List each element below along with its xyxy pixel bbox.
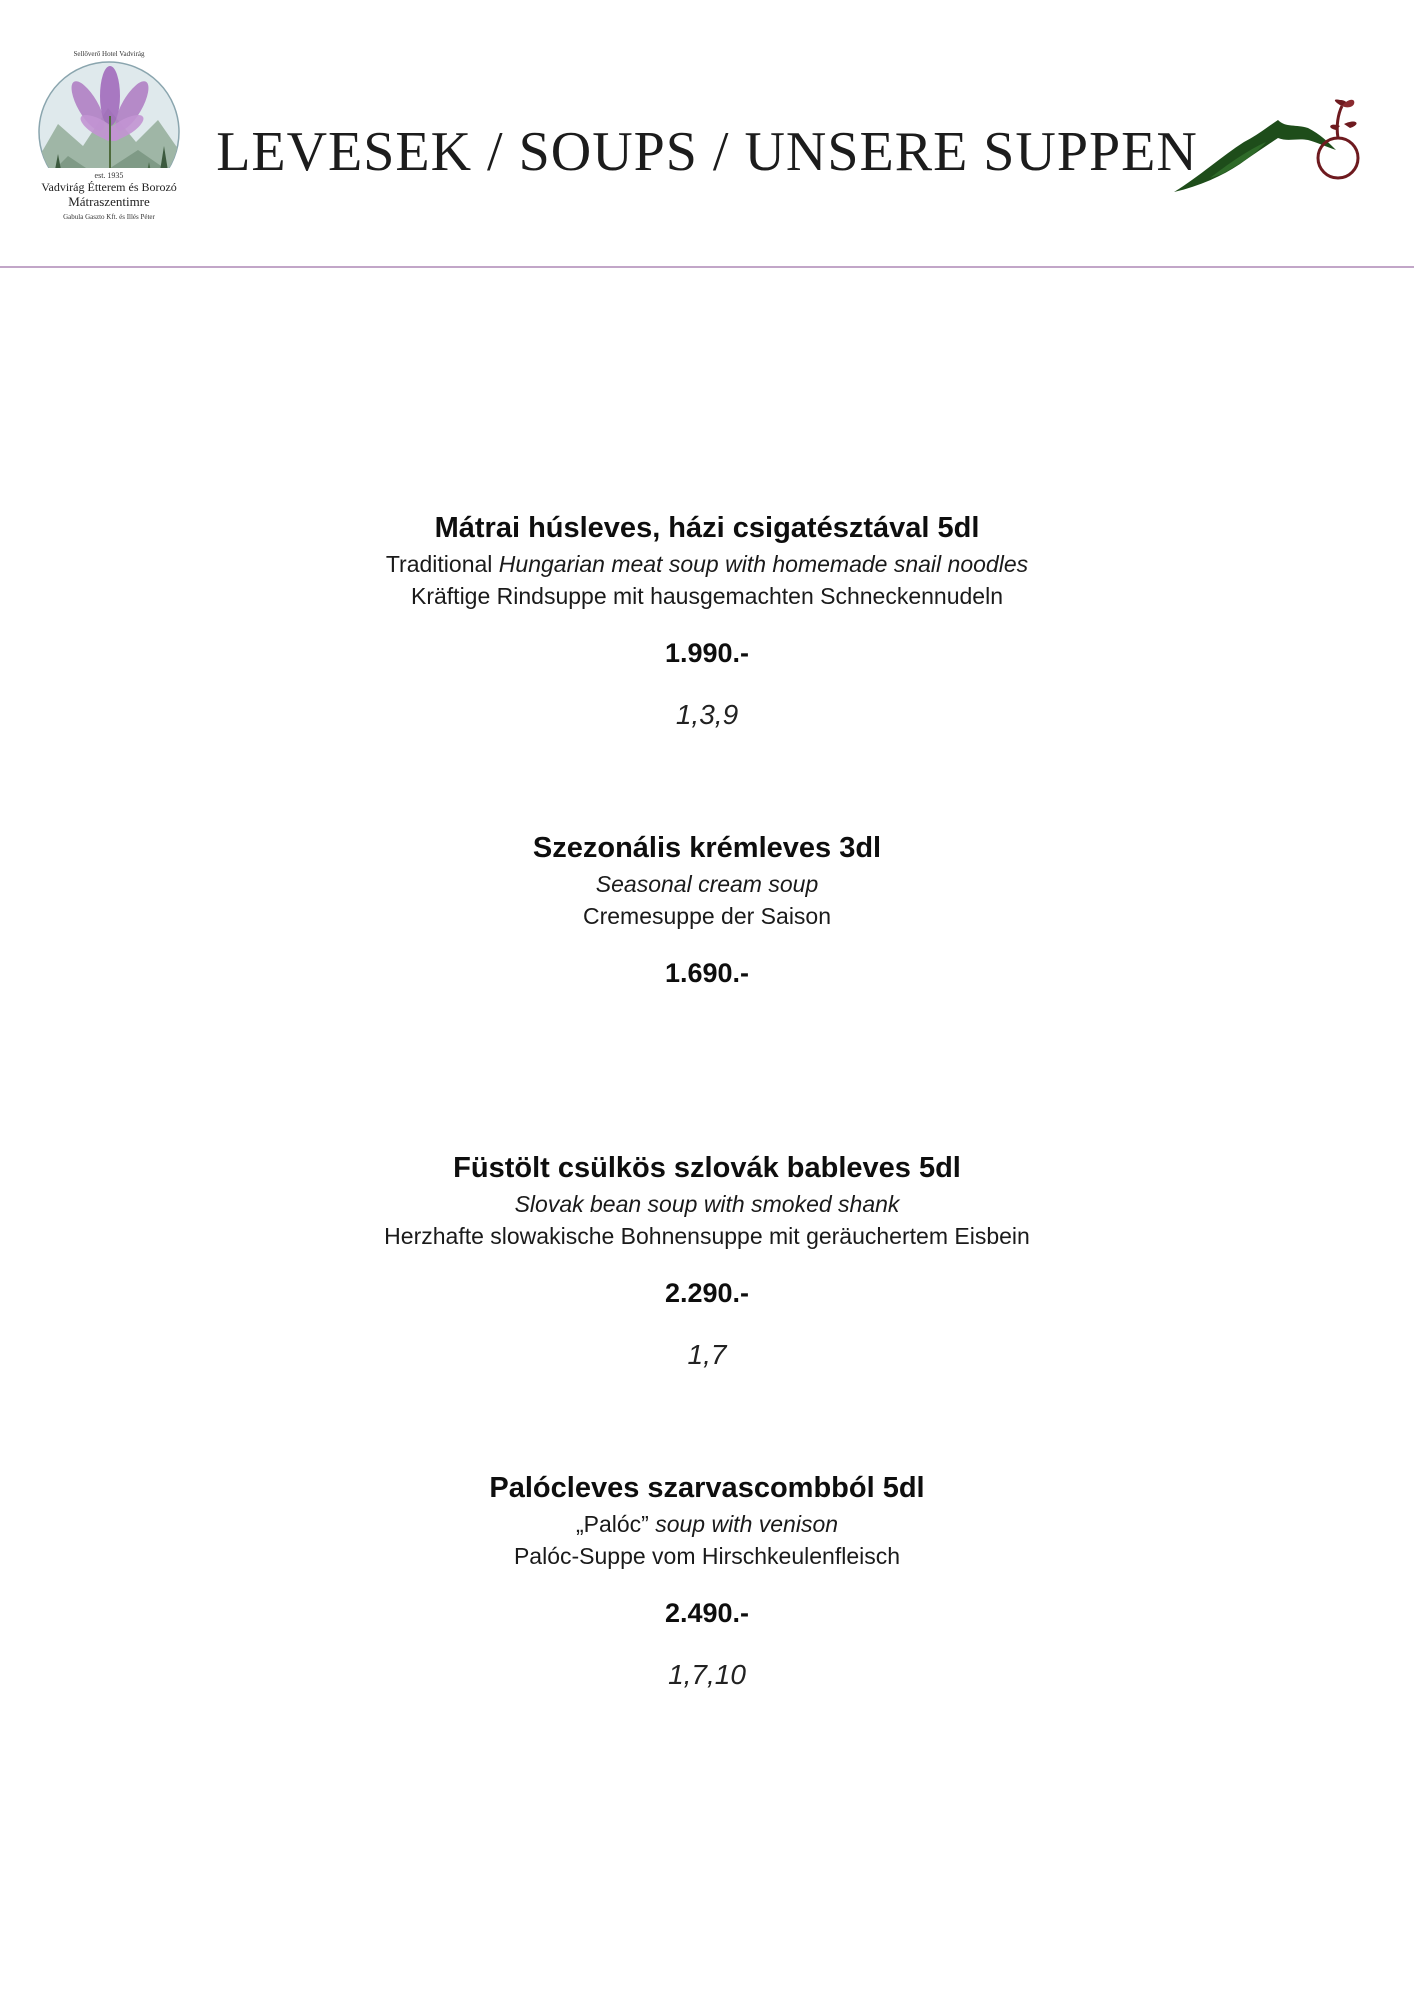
svg-text:Gabula Gaszto Kft. és Illés Pé: Gabula Gaszto Kft. és Illés Péter	[63, 213, 155, 221]
svg-text:Sellőverő Hotel Vadvirág: Sellőverő Hotel Vadvirág	[73, 50, 145, 58]
mountain-flower-icon	[1170, 98, 1370, 200]
svg-text:est. 1935: est. 1935	[94, 171, 124, 180]
dish-name: Füstölt csülkös szlovák bableves 5dl	[453, 1152, 961, 1184]
dish-english: „Palóc” soup with venison	[575, 1511, 839, 1537]
dish-allergens: 1,7,10	[668, 1659, 746, 1690]
dish-german: Herzhafte slowakische Bohnensuppe mit geräuchertem Eisbein	[384, 1223, 1030, 1249]
dish-allergens: 1,7	[687, 1339, 727, 1370]
page-header	[0, 0, 1414, 268]
dish-name: Szezonális krémleves 3dl	[532, 832, 882, 864]
svg-text:Mátraszentimre: Mátraszentimre	[68, 194, 150, 209]
page-title: LEVESEK / SOUPS / UNSERE SUPPEN	[216, 121, 1198, 183]
dish-price: 1.690.-	[664, 958, 750, 988]
dish-german: Kräftige Rindsuppe mit hausgemachten Schneckennudeln	[411, 583, 1003, 609]
dish-price: 2.290.-	[664, 1278, 750, 1308]
dish-price: 2.490.-	[664, 1598, 750, 1628]
dish-german: Palóc-Suppe vom Hirschkeulenfleisch	[513, 1543, 901, 1569]
dish-name: Mátrai húsleves, házi csigatésztával 5dl	[434, 512, 980, 544]
menu-item	[0, 1148, 1414, 1372]
dish-german: Cremesuppe der Saison	[582, 903, 832, 929]
header-divider	[0, 266, 1414, 268]
menu-item	[0, 1468, 1414, 1692]
menu-item	[0, 508, 1414, 732]
svg-text:Vadvirág Étterem és Borozó: Vadvirág Étterem és Borozó	[41, 180, 177, 194]
dish-name: Palócleves szarvascombból 5dl	[489, 1472, 925, 1504]
dish-english: Slovak bean soup with smoked shank	[514, 1191, 900, 1217]
dish-english: Seasonal cream soup	[595, 871, 819, 897]
dish-price: 1.990.-	[664, 638, 750, 668]
dish-allergens: 1,3,9	[675, 699, 739, 730]
dish-english: Traditional Hungarian meat soup with homemade snail noodles	[385, 551, 1029, 577]
menu-item	[0, 828, 1414, 990]
restaurant-logo	[28, 46, 190, 228]
